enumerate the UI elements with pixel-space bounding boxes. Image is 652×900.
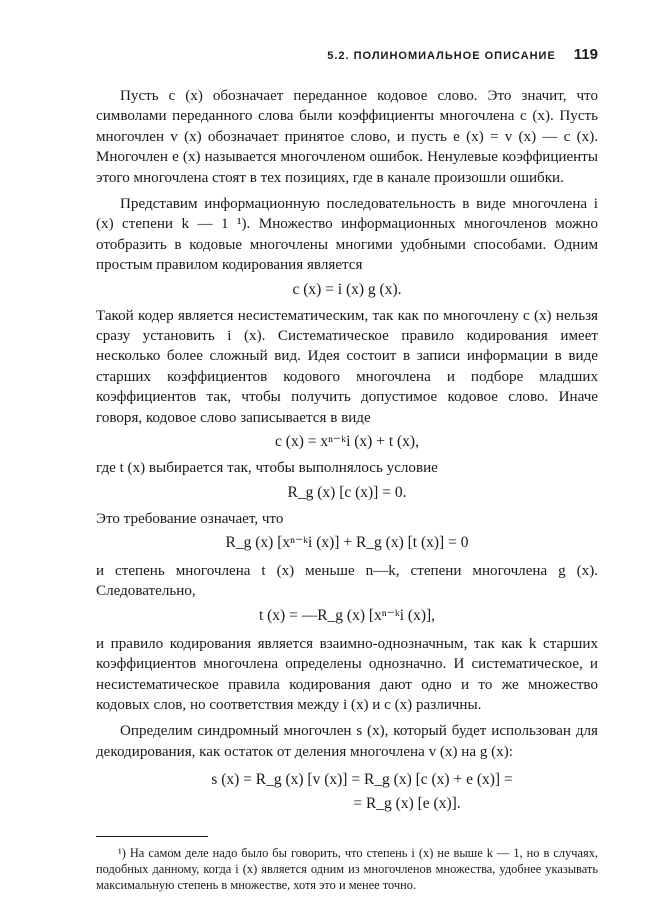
equation-1: c (x) = i (x) g (x).	[292, 280, 402, 298]
paragraph-3: Такой кодер является несистематическим, так как по многочлену c (x) нельзя сразу установить i (x). Систематическое правило кодирования имеет несколько более сложный вид. Идея состоит в записи информации в виде старших коэффициентов кодового многочлена и подборе младших коэффициентов так, чтобы получить допустимое кодовое слово. Иначе говоря, кодовое слово записывается в виде	[96, 307, 598, 426]
paragraph-2: Представим информационную последовательность в виде многочлена i (x) степени k — 1 ¹). Множество информационных многочленов можно отобразить в кодовые многочлены многими удобными способами. Одним простым правилом кодирования является	[96, 196, 598, 274]
equation-6-line-1: s (x) = R_g (x) [v (x)] = R_g (x) [c (x) + e (x)] =	[211, 771, 513, 789]
equation-4: R_g (x) [xⁿ⁻ᵏi (x)] + R_g (x) [t (x)] = 0	[225, 533, 469, 551]
paragraph-5: Это требование означает, что	[96, 510, 284, 527]
equation-6	[96, 768, 598, 816]
paragraph-7: и правило кодирования является взаимно-однозначным, так как k старших коэффициентов многочлена определены однозначно. И систематическое, и несистематическое правила кодирования дают одно и то же множество кодовых слов, но соответствия между i (x) и c (x) различны.	[96, 635, 598, 713]
paragraph-8: Определим синдромный многочлен s (x), который будет использован для декодирования, как остаток от деления многочлена v (x) на g (x):	[96, 723, 598, 760]
running-head	[96, 46, 598, 86]
section-title: 5.2. ПОЛИНОМИАЛЬНОЕ ОПИСАНИЕ	[327, 50, 556, 62]
footnote: ¹) На самом деле надо было бы говорить, что степень i (x) не выше k — 1, но в случаях, подобных данному, когда i (x) является одним из многочленов множества, удобнее указывать максимальную степень в множестве, хотя это и менее точно.	[96, 846, 598, 893]
equation-6-line-2: = R_g (x) [e (x)].	[353, 795, 461, 813]
paragraph-1: Пусть c (x) обозначает переданное кодовое слово. Это значит, что символами переданного слова были коэффициенты многочлена c (x). Пусть многочлен v (x) обозначает принятое слово, и пусть e (x) = v (x) — c (x). Многочлен e (x) называется многочленом ошибок. Ненулевые коэффициенты этого многочлена стоят в тех позициях, где в канале произошли ошибки.	[96, 88, 598, 186]
equation-2: c (x) = xⁿ⁻ᵏi (x) + t (x),	[275, 433, 419, 451]
paragraph-6: и степень многочлена t (x) меньше n—k, степени многочлена g (x). Следовательно,	[96, 562, 598, 600]
page-number: 119	[573, 46, 598, 63]
paragraph-4: где t (x) выбирается так, чтобы выполнялось условие	[96, 460, 438, 477]
footnote-rule	[96, 836, 208, 837]
equation-3: R_g (x) [c (x)] = 0.	[287, 483, 407, 501]
equation-5: t (x) = —R_g (x) [xⁿ⁻ᵏi (x)],	[258, 606, 436, 624]
